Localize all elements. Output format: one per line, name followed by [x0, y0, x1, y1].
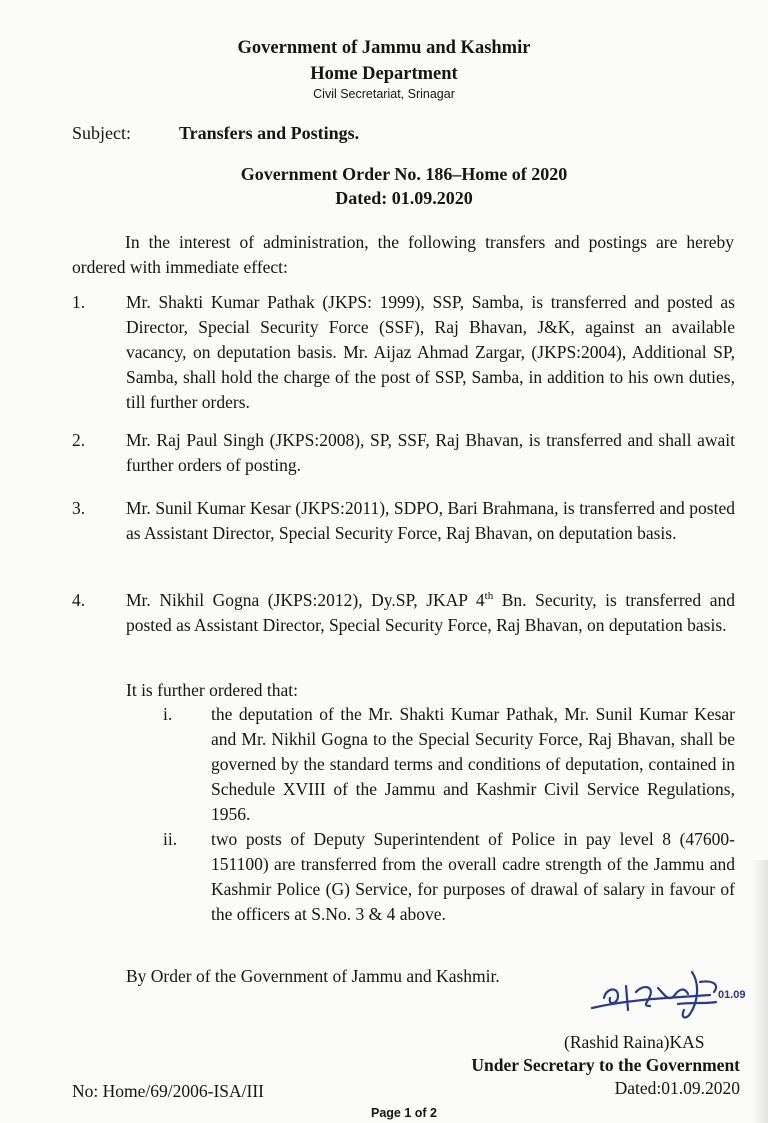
item-text: Mr. Shakti Kumar Pathak (JKPS: 1999), SSP, Samba, is transferred and posted as Director, Special Security Force (SSF), Raj Bhavan, J&K, against an available vacancy, on deputation basis. Mr. Aijaz Ahmad Zargar, (JKPS:2004), Additional SP, Samba, shall hold the charge of the post of SSP, Samba, in addition to his own duties, till further orders.: [126, 292, 735, 412]
handwritten-signature: [588, 968, 763, 1023]
order-date: Dated: 01.09.2020: [335, 188, 473, 208]
item-number: 1.: [72, 292, 86, 312]
header-government: Government of Jammu and Kashmir: [237, 38, 531, 58]
item-text: Mr. Raj Paul Singh (JKPS:2008), SP, SSF, Raj Bhavan, is transferred and shall await further orders of posting.: [126, 430, 735, 475]
item-text-part: Bn. Security, is transferred and posted as Assistant Director, Special Security Force, Raj Bhavan, on deputation basis.: [126, 590, 735, 635]
subject-label: Subject:: [72, 123, 131, 143]
item-text: Mr. Sunil Kumar Kesar (JKPS:2011), SDPO, Bari Brahmana, is transferred and posted as Assistant Director, Special Security Force, Raj Bhavan, on deputation basis.: [126, 498, 735, 543]
signature-date: 01.09: [718, 989, 746, 1001]
item-number: 3.: [72, 498, 86, 518]
header-department: Home Department: [310, 64, 458, 84]
order-title: Government Order No. 186–Home of 2020: [240, 164, 568, 184]
sub-item-text: two posts of Deputy Superintendent of Police in pay level 8 (47600-151100) are transferred from the overall cadre strength of the Jammu and Kashmir Police (G) Service, for purposes of drawal of salary in favour of the officers at S.No. 3 & 4 above.: [211, 829, 735, 924]
signatory-name: (Rashid Raina)KAS: [564, 1032, 705, 1052]
sub-item-number: ii.: [163, 829, 178, 849]
item-text-part: Mr. Nikhil Gogna (JKPS:2012), Dy.SP, JKAP 4: [126, 590, 485, 610]
page-number: Page 1 of 2: [371, 1106, 437, 1120]
ordinal-superscript: th: [484, 590, 494, 603]
further-ordered-intro: It is further ordered that:: [126, 680, 299, 700]
sub-item-text: the deputation of the Mr. Shakti Kumar Pathak, Mr. Sunil Kumar Kesar and Mr. Nikhil Gogna to the Special Security Force, Raj Bhavan, shall be governed by the standard terms and conditions of deputation, contained in Schedule XVIII of the Jammu and Kashmir Civil Service Regulations, 1956.: [211, 704, 735, 824]
item-number: 2.: [72, 430, 86, 450]
item-text: [126, 588, 735, 638]
intro-paragraph: In the interest of administration, the following transfers and postings are hereby ordered with immediate effect:: [72, 232, 734, 277]
subject-text: Transfers and Postings.: [179, 123, 360, 143]
reference-number: No: Home/69/2006-ISA/III: [72, 1081, 264, 1101]
signatory-designation: Under Secretary to the Government: [471, 1055, 740, 1075]
by-order-line: By Order of the Government of Jammu and Kashmir.: [126, 966, 500, 986]
item-number: 4.: [72, 590, 86, 610]
signature-dated: Dated:01.09.2020: [614, 1078, 740, 1098]
sub-item-number: i.: [163, 704, 173, 724]
header-location: Civil Secretariat, Srinagar: [313, 87, 455, 101]
scan-edge-shadow: [752, 860, 768, 1123]
